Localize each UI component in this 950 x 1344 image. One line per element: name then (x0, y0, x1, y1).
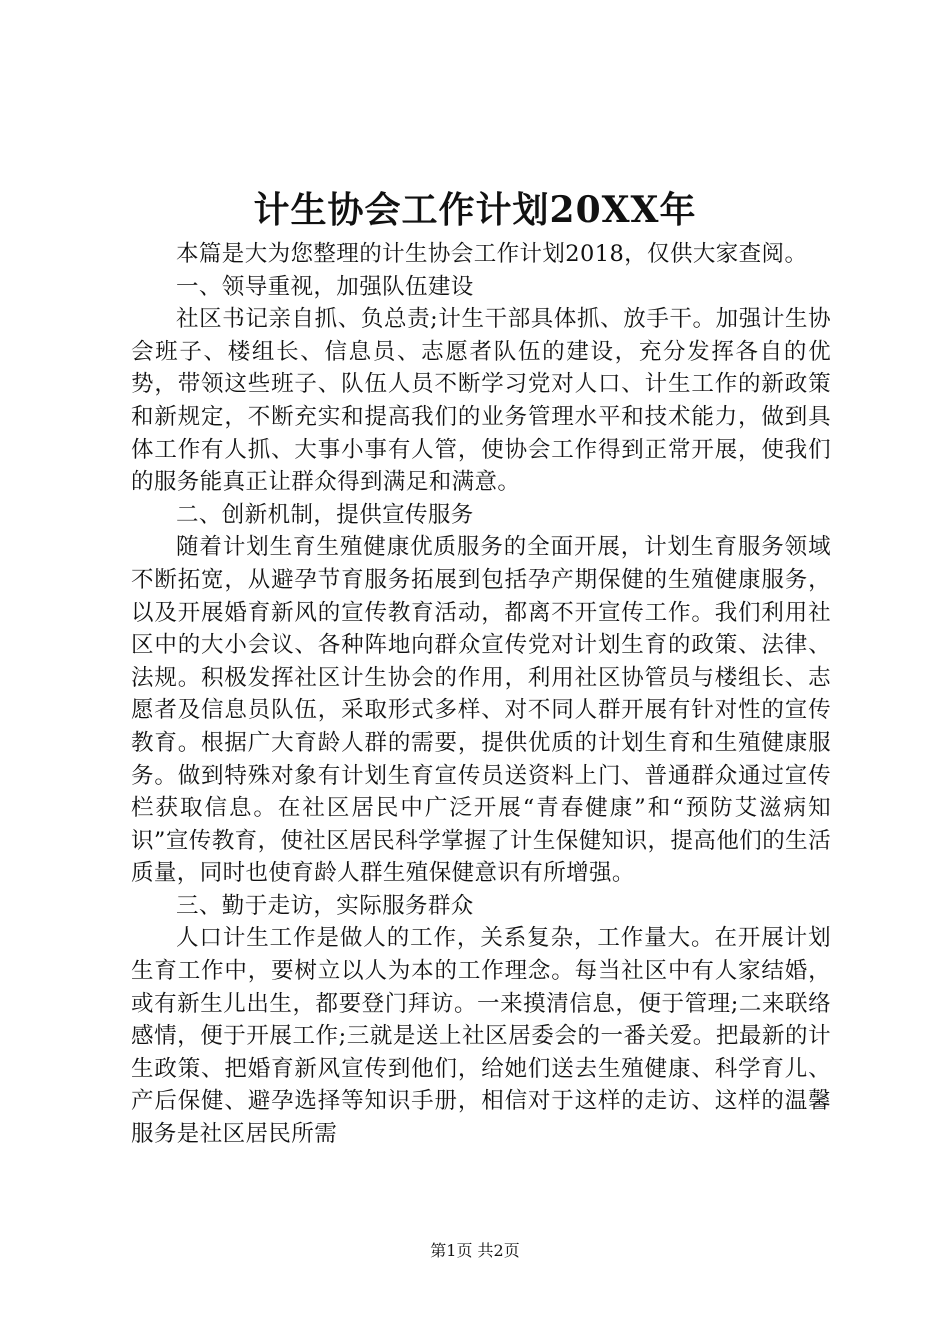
section-paragraph-2: 随着计划生育生殖健康优质服务的全面开展，计划生育服务领域不断拓宽，从避孕节育服务拓展到包括孕产期保健的生殖健康服务，以及开展婚育新风的宣传教育活动，都离不开宣传工作。我们利用社区中的大小会议、各种阵地向群众宣传党对计划生育的政策、法律、法规。积极发挥社区计生协会的作用，利用社区协管员与楼组长、志愿者及信息员队伍，采取形式多样、对不同人群开展有针对性的宣传教育。根据广大育龄人群的需要，提供优质的计划生育和生殖健康服务。做到特殊对象有计划生育宣传员送资料上门、普通群众通过宣传栏获取信息。在社区居民中广泛开展“青春健康”和“预防艾滋病知识”宣传教育，使社区居民科学掌握了计生保健知识，提高他们的生活质量，同时也使育龄人群生殖保健意识有所增强。 (131, 534, 831, 887)
section-paragraph-1: 社区书记亲自抓、负总责;计生干部具体抓、放手干。加强计生协会班子、楼组长、信息员、志愿者队伍的建设，充分发挥各自的优势，带领这些班子、队伍人员不断学习党对人口、计生工作的新政策和新规定，不断充实和提高我们的业务管理水平和技术能力，做到具体工作有人抓、大事小事有人管，使协会工作得到正常开展，使我们的服务能真正让群众得到满足和满意。 (131, 306, 831, 496)
document-body (131, 238, 831, 1151)
document-title: 计生协会工作计划20XX年 (253, 189, 697, 231)
section-heading-1: 一、领导重视，加强队伍建设 (176, 273, 474, 300)
intro-paragraph: 本篇是大为您整理的计生协会工作计划2018，仅供大家查阅。 (176, 241, 808, 267)
section-paragraph-3: 人口计生工作是做人的工作，关系复杂，工作量大。在开展计划生育工作中，要树立以人为本的工作理念。每当社区中有人家结婚，或有新生儿出生，都要登门拜访。一来摸清信息，便于管理;二来联络感情，便于开展工作;三就是送上社区居委会的一番关爱。把最新的计生政策、把婚育新风宣传到他们，给她们送去生殖健康、科学育儿、产后保健、避孕选择等知识手册，相信对于这样的走访、这样的温馨服务是社区居民所需 (131, 925, 831, 1148)
section-heading-3: 三、勤于走访，实际服务群众 (176, 892, 474, 919)
section-heading-2: 二、创新机制，提供宣传服务 (176, 501, 474, 528)
page-number-footer: 第1页 共2页 (430, 1241, 520, 1260)
